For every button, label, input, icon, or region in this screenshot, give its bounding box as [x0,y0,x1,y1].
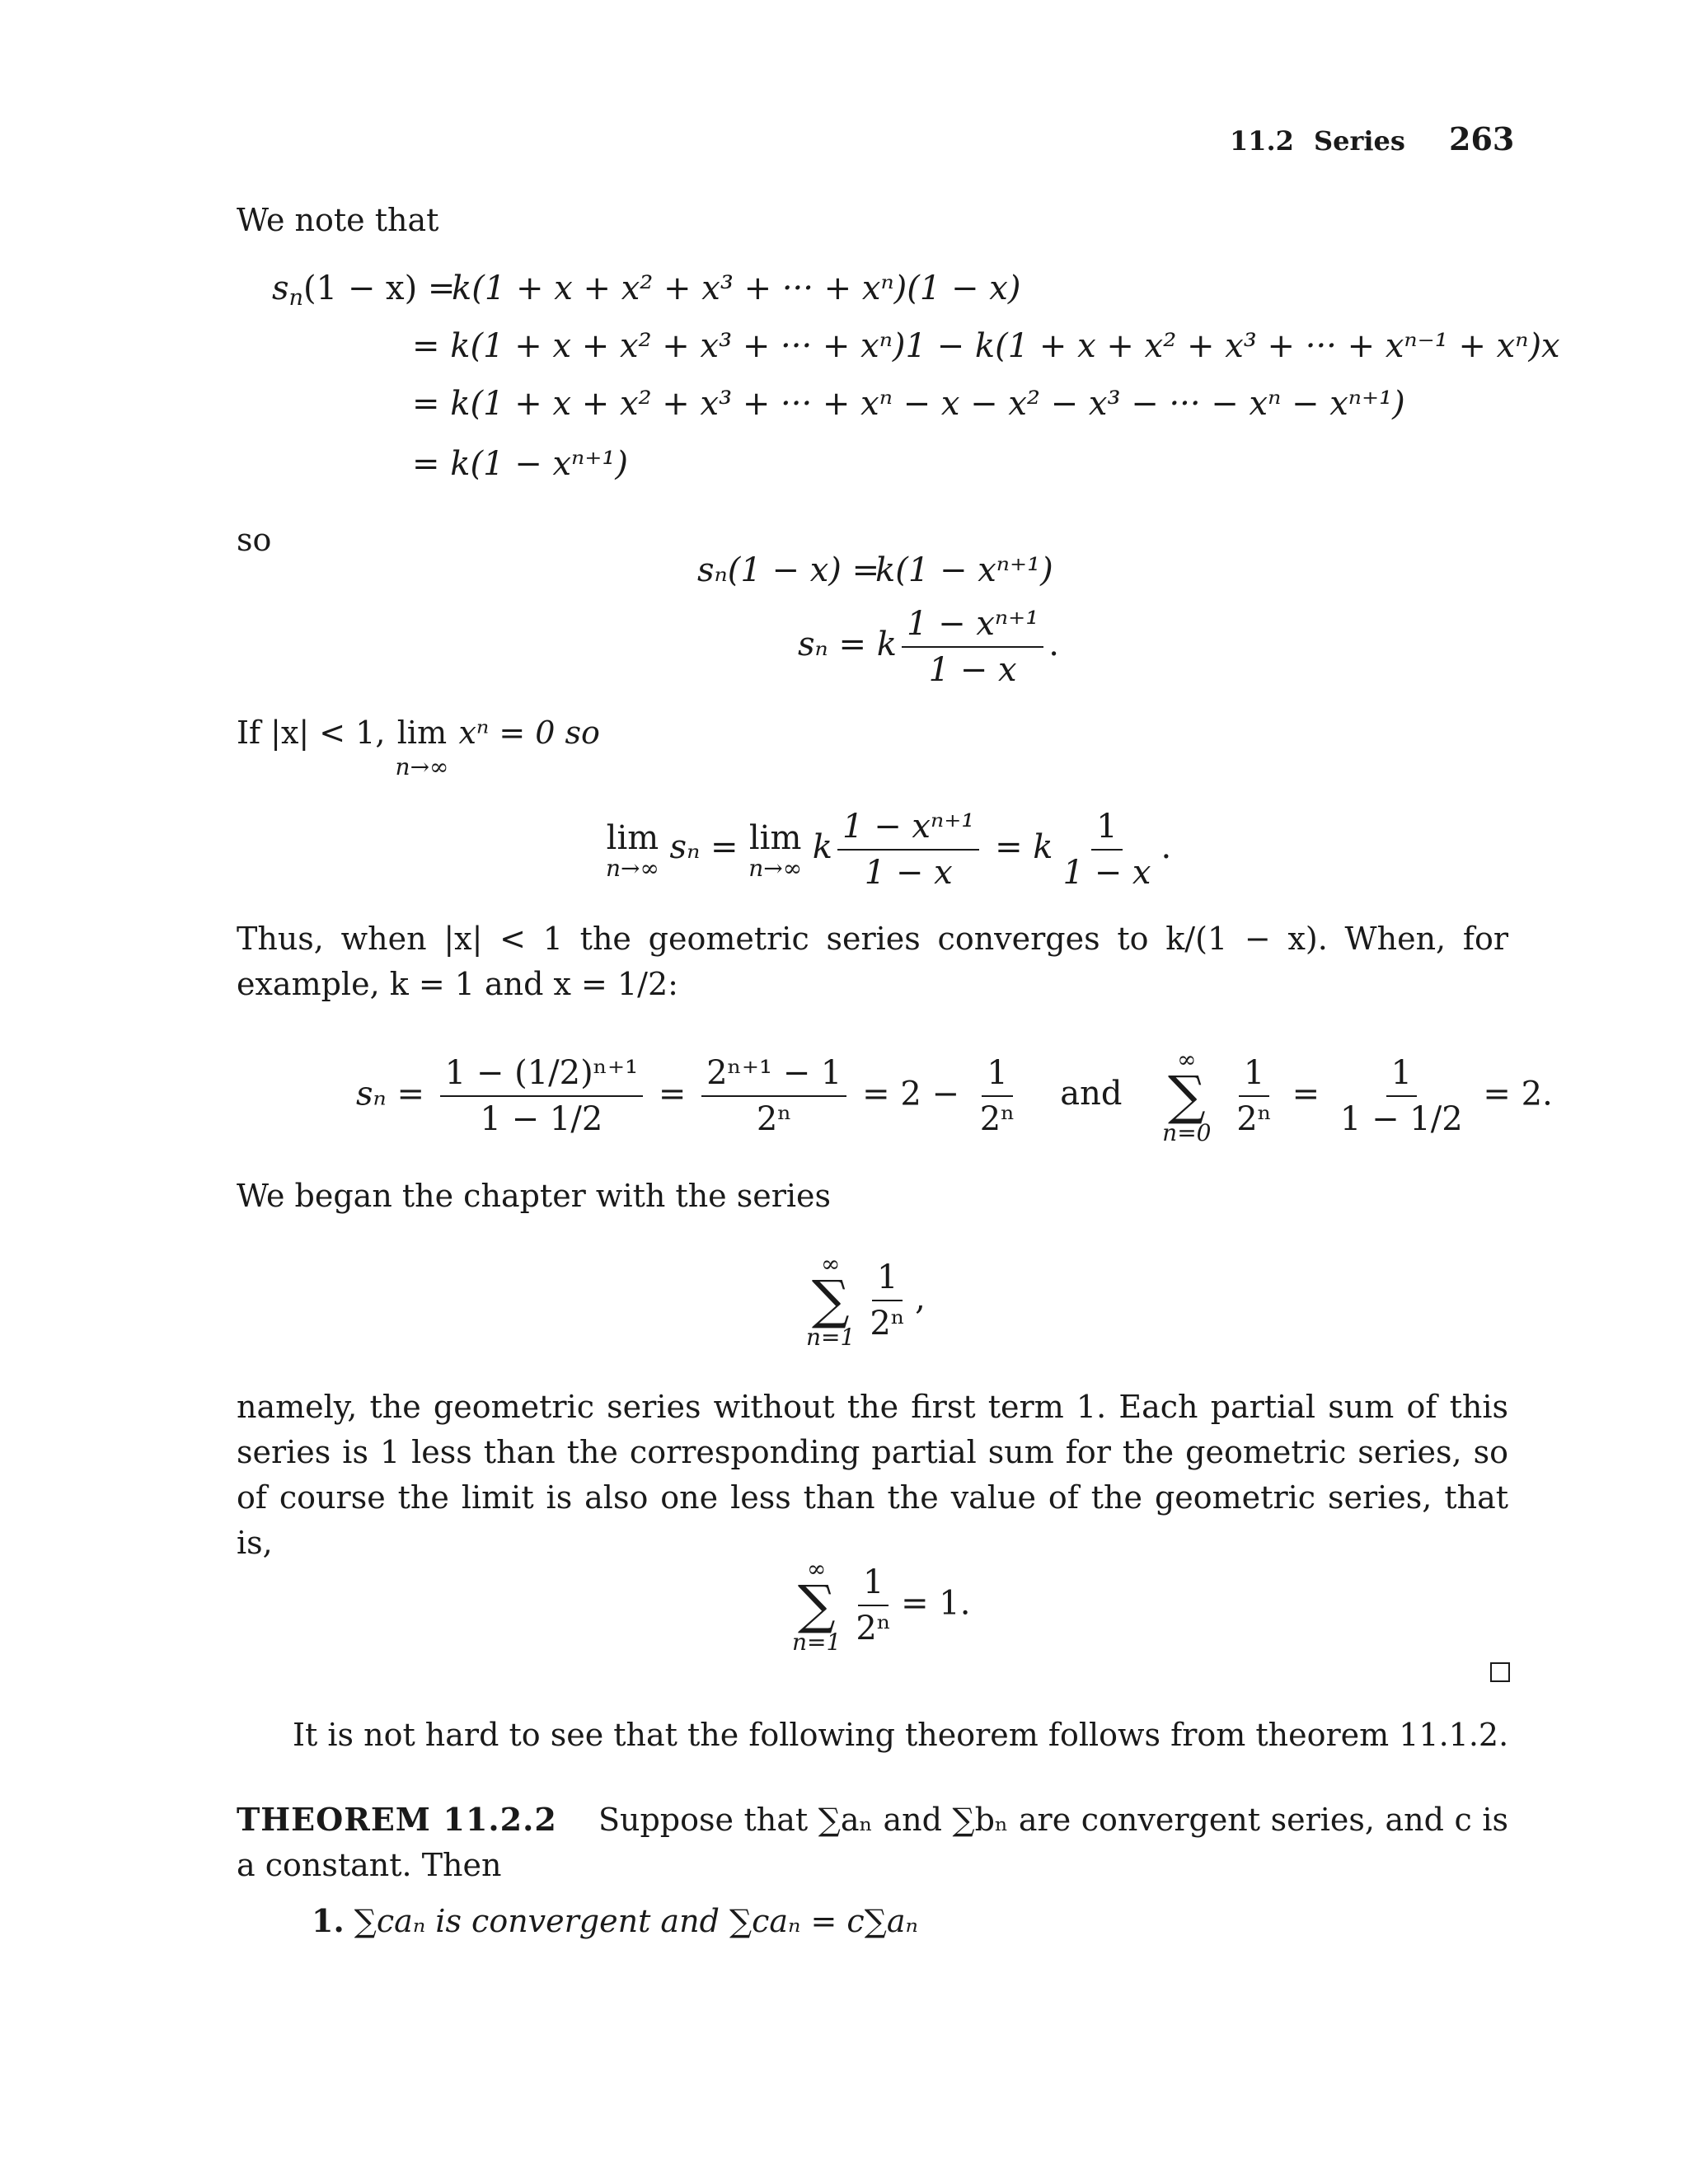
eq4-sum [1162,1048,1211,1145]
eq3-k: k [812,828,833,866]
eq6-den: 2ⁿ [856,1610,892,1648]
eq4-f2-num: 2ⁿ⁺¹ − 1 [701,1054,846,1097]
eq4-f4-num: 1 [1239,1054,1269,1097]
eq4-f4-den: 2ⁿ [1236,1100,1272,1139]
eq3-fraction-2-den: 1 − x [1062,854,1151,892]
eq4-f2-den: 2ⁿ [756,1100,792,1139]
eq3-lim-under-1: n→∞ [606,855,659,882]
eq3-limit-1 [606,819,659,880]
eq6-sum [792,1555,842,1656]
qed-square-icon [1490,1662,1510,1682]
page-number: 263 [1449,120,1515,157]
item-number: 1. [312,1902,345,1939]
eq3-fraction-1-num: 1 − xⁿ⁺¹ [837,808,979,851]
if-line-post: xⁿ = 0 so [458,715,600,751]
theorem-text: Suppose that ∑aₙ and ∑bₙ are convergent series, and c is a constant. Then [237,1802,1508,1883]
eq2-line2-lhs: sₙ = [798,626,866,663]
eq3-lim-word-1: lim [606,819,659,857]
eq3-fraction-2-num: 1 [1091,808,1122,851]
eq3-fraction-2 [1058,808,1156,892]
align-eq-line-1: k(1 + x + x² + x³ + ··· + xⁿ)(1 − x) [452,269,1021,307]
align-eq-line-2: = k(1 + x + x² + x³ + ··· + xⁿ)1 − k(1 + x + x² + x³ + ··· + xⁿ⁻¹ + xⁿ)x [412,327,1560,365]
eq6-series [787,1555,971,1656]
align-eq-line-3: = k(1 + x + x² + x³ + ··· + xⁿ − x − x² − x³ − ··· − xⁿ − xⁿ⁺¹) [412,385,1405,423]
eq4-fraction-5 [1335,1054,1468,1138]
eq4-f3-num: 1 [982,1054,1012,1097]
eq2-line1-rhs: k(1 − xⁿ⁺¹) [875,551,1053,589]
eq4-end: = 2. [1483,1075,1553,1113]
eq5-num: 1 [872,1258,903,1301]
sigma-icon: ∑ [811,1270,850,1331]
eq2-fraction-numerator: 1 − xⁿ⁺¹ [902,605,1043,648]
eq4-and: and [1060,1075,1123,1113]
eq3-fraction-1-den: 1 − x [864,854,953,892]
eq3-eq-k: = k [995,828,1053,866]
if-line [237,710,600,779]
eq5-sum-top: ∞ [820,1250,841,1277]
align-eq-line-4: = k(1 − xⁿ⁺¹) [412,445,628,483]
align-lhs-s: s [272,269,289,307]
paragraph-we-note: We note that [237,202,439,238]
align-lhs-rest: (1 − x) = [303,269,456,307]
eq2-line1-lhs: sₙ(1 − x) = [697,551,880,589]
section-number: 11.2 [1230,125,1294,157]
align-lhs-sub: n [288,284,304,311]
eq3-end: . [1160,828,1172,866]
eq6-num: 1 [858,1563,889,1606]
eq3-fraction-1 [837,808,979,892]
running-header-section [1230,125,1294,157]
paragraph-namely: namely, the geometric series without the first term 1. Each partial sum of this series is 1 less than the corresponding partial sum for the geometric series, so of course the limit is also one less than the value of the geometric series, that is, [237,1389,1508,1561]
paragraph-not-hard: It is not hard to see that the following theorem follows from theorem 11.1.2. [293,1717,1509,1753]
theorem-title: THEOREM 11.2.2 [237,1801,557,1838]
eq4-fraction-4 [1231,1054,1277,1138]
eq3-lim-under-2: n→∞ [748,855,803,882]
eq4-eq3: = [1292,1075,1320,1113]
eq4-f1-den: 1 − 1/2 [480,1100,603,1139]
if-line-pre: If |x| < 1, [237,715,386,751]
eq2-line2-end: . [1048,626,1059,663]
item-text: ∑caₙ is convergent and ∑caₙ = c∑aₙ [354,1903,918,1939]
if-line-limit [396,710,449,779]
eq6-end: = 1. [901,1584,971,1623]
eq4-f5-num: 1 [1386,1054,1417,1097]
eq5-sum-bot: n=1 [806,1323,856,1351]
eq4-f1-num: 1 − (1/2)ⁿ⁺¹ [440,1054,643,1097]
eq2-line2 [798,605,1059,689]
word-so: so [237,522,272,558]
eq4-fraction-3 [975,1054,1020,1138]
paragraph-we-began: We began the chapter with the series [237,1178,832,1214]
eq4-fraction-1 [440,1054,643,1138]
eq5-den: 2ⁿ [870,1305,906,1343]
eq5-fraction [865,1258,910,1343]
eq6-sum-top: ∞ [806,1555,827,1582]
if-line-lim-word: lim [396,715,448,751]
sigma-icon: ∑ [1167,1066,1206,1127]
align-eq-lhs [272,269,456,311]
eq4-equation [356,1048,1553,1145]
eq3-limit-equation [606,808,1171,892]
eq4-sum-bot: n=0 [1162,1118,1212,1146]
eq3-limit-2 [748,819,802,880]
theorem-11-2-2 [237,1797,1508,1888]
eq4-eq1: = [658,1075,687,1113]
eq6-fraction [851,1563,896,1647]
eq5-series [801,1250,926,1351]
section-title: Series [1314,125,1405,157]
eq4-sum-top: ∞ [1177,1046,1197,1073]
eq2-line2-k: k [876,626,897,663]
eq4-eq2: = 2 − [862,1075,960,1113]
eq2-fraction-denominator: 1 − x [928,651,1017,689]
eq3-lim-word-2: lim [748,819,802,857]
eq4-f3-den: 2ⁿ [979,1100,1015,1139]
running-header-title [1314,125,1405,157]
sigma-icon: ∑ [797,1575,836,1636]
eq3-s: sₙ = [669,828,738,866]
if-line-lim-under: n→∞ [395,753,449,781]
eq2-fraction [902,605,1043,689]
eq5-end: , [915,1279,926,1318]
eq5-sum [806,1250,856,1351]
paragraph-thus: Thus, when |x| < 1 the geometric series converges to k/(1 − x). When, for example, k = 1 and x = 1/2: [237,921,1508,1002]
eq4-f5-den: 1 − 1/2 [1339,1100,1463,1139]
eq4-fraction-2 [701,1054,846,1138]
eq4-lhs: sₙ = [356,1075,424,1113]
theorem-item-1 [312,1898,918,1944]
eq6-sum-bot: n=1 [792,1628,842,1656]
